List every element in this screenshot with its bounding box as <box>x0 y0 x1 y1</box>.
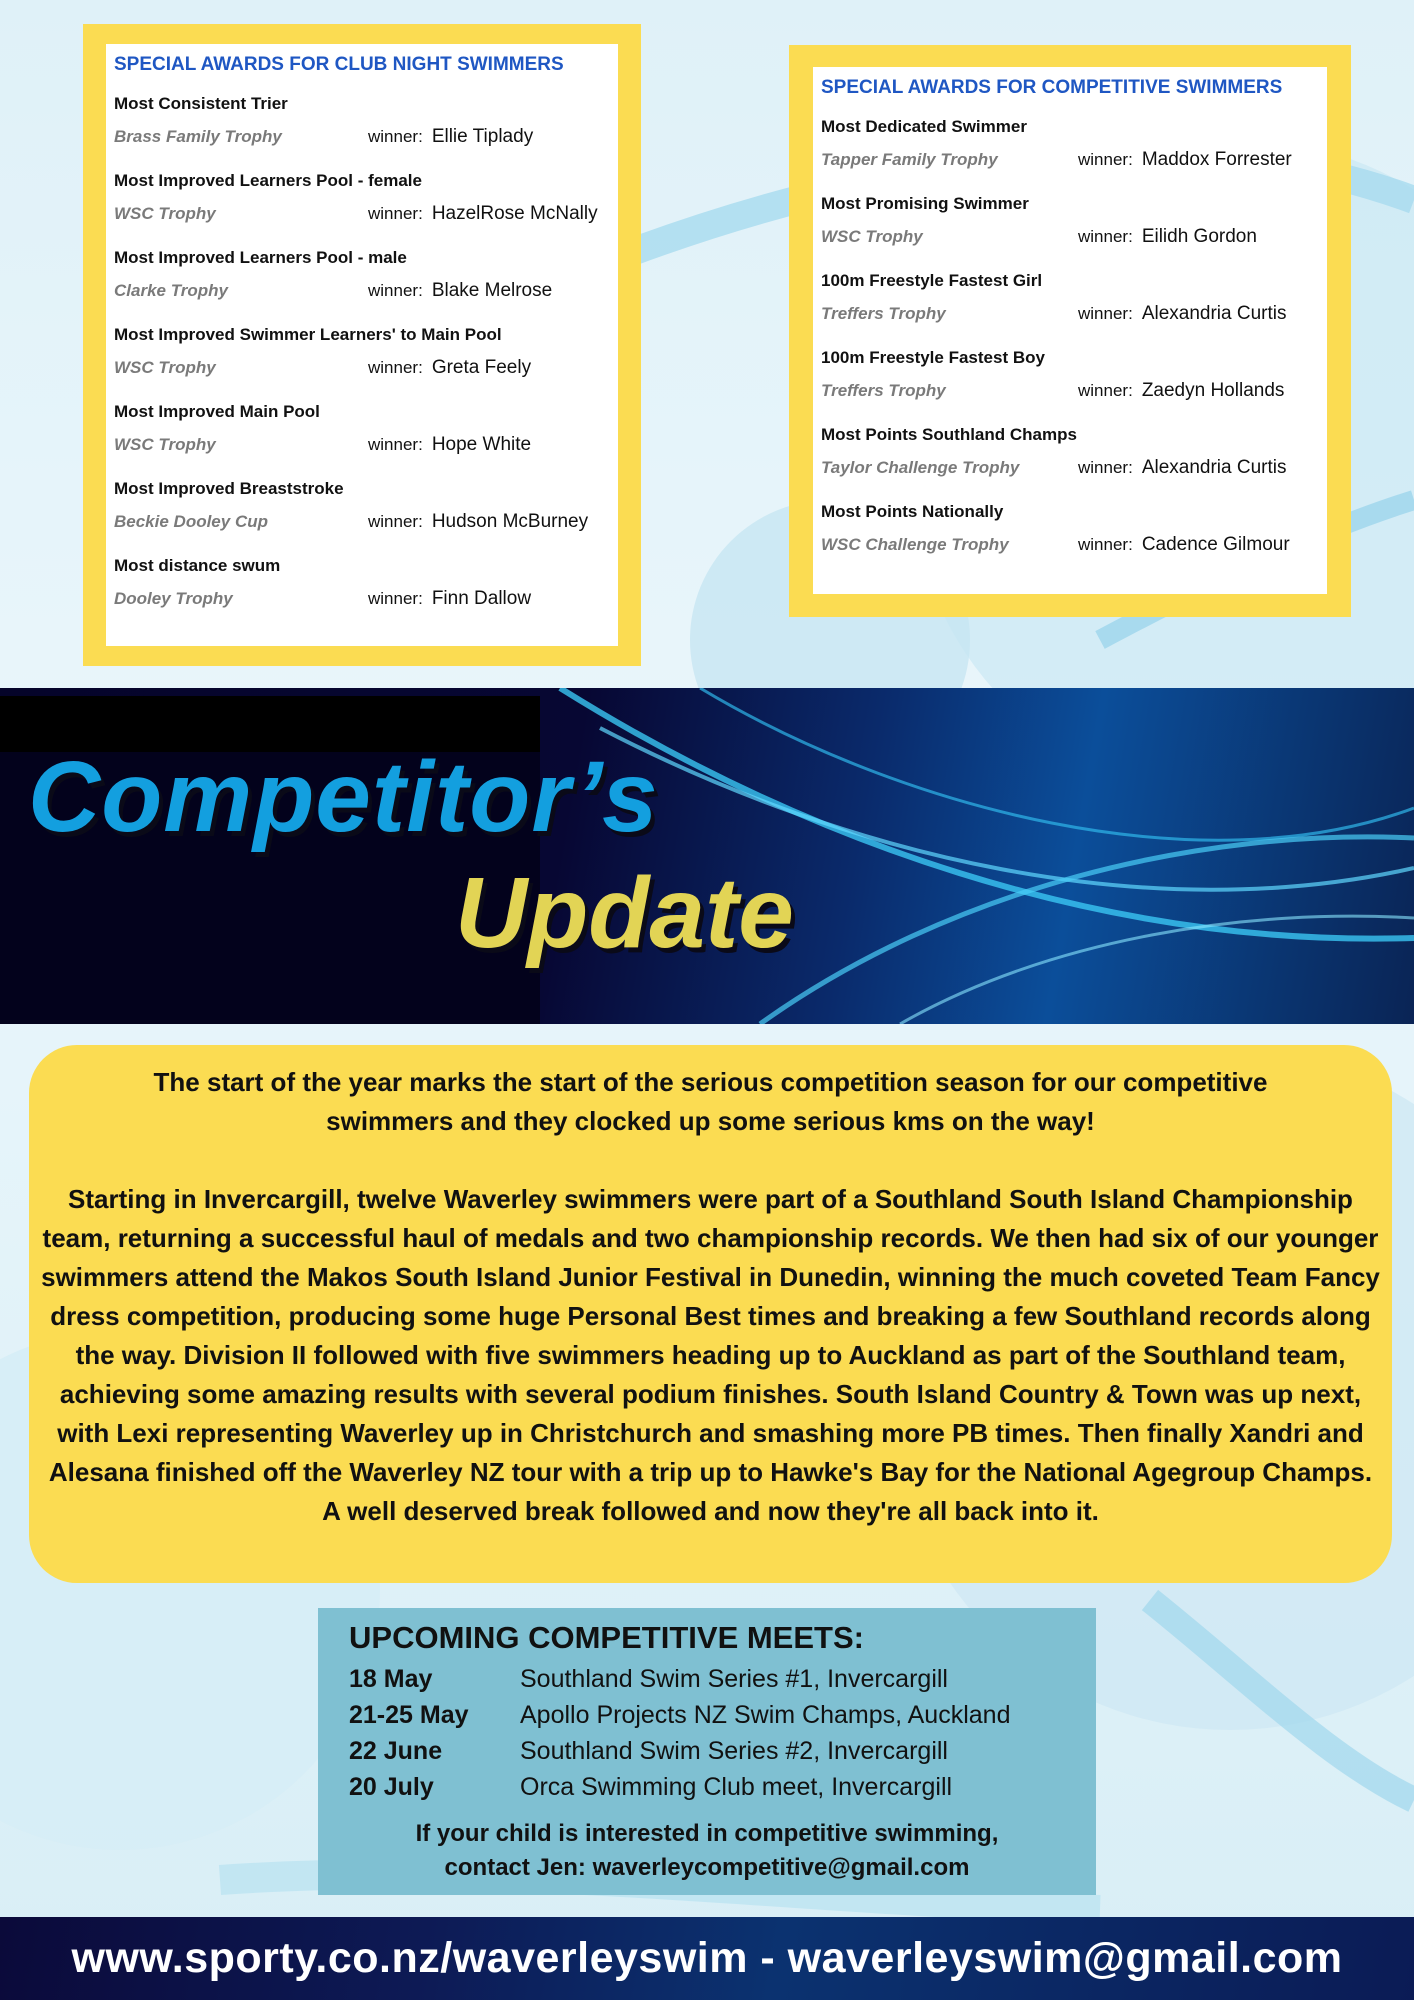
banner-title-line2: Update <box>455 857 794 969</box>
banner-wave-line <box>760 837 1414 1024</box>
meet-event: Orca Swimming Club meet, Invercargill <box>520 1772 953 1801</box>
meet-date: 18 May <box>349 1664 433 1693</box>
footer-contact-text: www.sporty.co.nz/waverleyswim - waverleyswim@gmail.com <box>71 1934 1343 1982</box>
award-detail-row <box>114 511 618 533</box>
award-winner-label: winner: <box>368 204 423 223</box>
award-winner-name: Finn Dallow <box>431 588 532 609</box>
award-winner-name: Hope White <box>431 434 532 455</box>
award-trophy-name: Tapper Family Trophy <box>821 150 998 169</box>
club-night-awards-card <box>83 24 641 666</box>
club-night-awards-list <box>114 94 618 610</box>
competitive-awards-list <box>821 117 1327 556</box>
award-winner-label: winner: <box>368 589 423 608</box>
award-winner-name: Maddox Forrester <box>1141 149 1292 170</box>
meet-date: 22 June <box>349 1736 443 1765</box>
award-detail-row <box>821 149 1327 171</box>
meet-row <box>349 1697 1096 1733</box>
banner-title-line1: Competitor’s <box>28 741 659 853</box>
award-title: Most Promising Swimmer <box>821 194 1029 213</box>
award-title: 100m Freestyle Fastest Boy <box>821 348 1045 367</box>
competitive-awards-card <box>789 45 1351 617</box>
award-title: Most Points Nationally <box>821 502 1004 521</box>
award-title: Most Improved Learners Pool - female <box>114 171 422 190</box>
footer-contact-bar <box>0 1917 1414 2000</box>
award-winner-name: Alexandria Curtis <box>1141 457 1287 478</box>
award-detail-row <box>821 226 1327 248</box>
award-detail-row <box>114 588 618 610</box>
award-winner-name: Zaedyn Hollands <box>1141 380 1285 401</box>
competitive-award-item <box>821 348 1327 402</box>
award-detail-row <box>821 380 1327 402</box>
story-paragraph-gap <box>39 1141 1382 1180</box>
story-body-paragraph: Starting in Invercargill, twelve Waverley swimmers were part of a Southland South Island Championship team, returning a successful haul of medals and two championship records. We then had six of our younger swimmers attend the Makos South Island Junior Festival in Dunedin, winning the much coveted Team Fancy dress competition, producing some huge Personal Best times and breaking a few Southland records along the way. Division II followed with five swimmers heading up to Auckland as part of the Southland team, achieving some amazing results with several podium finishes. South Island Country & Town was up next, with Lexi representing Waverley up in Christchurch and smashing more PB times. Then finally Xandri and Alesana finished off the Waverley NZ tour with a trip up to Hawke's Bay for the National Agegroup Champs. A well deserved break followed and now they're all back into it. <box>41 1184 1380 1526</box>
award-winner-label: winner: <box>368 127 423 146</box>
meet-row <box>349 1661 1096 1697</box>
award-trophy-name: Taylor Challenge Trophy <box>821 458 1020 477</box>
award-detail-row <box>114 126 618 148</box>
meet-event: Southland Swim Series #2, Invercargill <box>520 1736 948 1765</box>
club-night-awards-panel <box>106 44 618 646</box>
award-winner-name: Eilidh Gordon <box>1141 226 1257 247</box>
award-trophy-name: Clarke Trophy <box>114 281 229 300</box>
competitive-award-item <box>821 425 1327 479</box>
competitive-awards-heading: SPECIAL AWARDS FOR COMPETITIVE SWIMMERS <box>821 77 1283 98</box>
award-trophy-name: WSC Trophy <box>821 227 923 246</box>
club-night-award-item <box>114 325 618 379</box>
contact-note-line1: If your child is interested in competitive swimming, <box>415 1820 999 1847</box>
award-winner-name: Alexandria Curtis <box>1141 303 1287 324</box>
award-detail-row <box>821 457 1327 479</box>
award-trophy-name: WSC Challenge Trophy <box>821 535 1009 554</box>
club-night-award-item <box>114 171 618 225</box>
award-title: Most Improved Breaststroke <box>114 479 344 498</box>
competitive-contact-note <box>318 1817 1096 1885</box>
upcoming-meets-panel <box>318 1608 1096 1895</box>
award-title: Most Improved Swimmer Learners' to Main Pool <box>114 325 502 344</box>
award-title: Most Dedicated Swimmer <box>821 117 1027 136</box>
award-title: 100m Freestyle Fastest Girl <box>821 271 1043 290</box>
award-trophy-name: Brass Family Trophy <box>114 127 282 146</box>
award-detail-row <box>821 534 1327 556</box>
award-winner-label: winner: <box>368 435 423 454</box>
award-detail-row <box>114 203 618 225</box>
club-night-award-item <box>114 402 618 456</box>
award-title: Most Consistent Trier <box>114 94 288 113</box>
meet-date: 21-25 May <box>349 1700 469 1729</box>
award-detail-row <box>114 280 618 302</box>
award-winner-name: Greta Feely <box>431 357 532 378</box>
award-winner-name: HazelRose McNally <box>431 203 598 224</box>
award-title: Most distance swum <box>114 556 281 575</box>
banner-wave-line <box>900 916 1414 1024</box>
award-trophy-name: Treffers Trophy <box>821 381 946 400</box>
upcoming-meets-heading: UPCOMING COMPETITIVE MEETS: <box>349 1620 864 1655</box>
award-winner-name: Cadence Gilmour <box>1141 534 1290 555</box>
award-winner-label: winner: <box>1078 304 1133 323</box>
competitive-award-item <box>821 194 1327 248</box>
competitive-award-item <box>821 271 1327 325</box>
award-title: Most Improved Learners Pool - male <box>114 248 407 267</box>
season-story-panel <box>29 1045 1392 1583</box>
award-title: Most Points Southland Champs <box>821 425 1077 444</box>
contact-note-line2: contact Jen: waverleycompetitive@gmail.com <box>444 1854 970 1881</box>
competitive-award-item <box>821 117 1327 171</box>
meet-event: Southland Swim Series #1, Invercargill <box>520 1664 948 1693</box>
award-winner-label: winner: <box>368 281 423 300</box>
award-winner-name: Hudson McBurney <box>431 511 589 532</box>
meet-row <box>349 1733 1096 1769</box>
meet-event: Apollo Projects NZ Swim Champs, Auckland <box>520 1700 1011 1729</box>
award-winner-label: winner: <box>1078 535 1133 554</box>
competitive-award-item <box>821 502 1327 556</box>
competitive-awards-panel <box>813 67 1327 594</box>
award-winner-label: winner: <box>1078 227 1133 246</box>
club-night-award-item <box>114 94 618 148</box>
award-title: Most Improved Main Pool <box>114 402 320 421</box>
award-winner-label: winner: <box>368 512 423 531</box>
award-winner-label: winner: <box>1078 458 1133 477</box>
meet-row <box>349 1769 1096 1805</box>
award-detail-row <box>114 434 618 456</box>
club-night-award-item <box>114 248 618 302</box>
award-winner-label: winner: <box>1078 150 1133 169</box>
competitors-update-banner <box>0 688 1414 1024</box>
club-night-award-item <box>114 556 618 610</box>
award-trophy-name: WSC Trophy <box>114 204 216 223</box>
award-trophy-name: Treffers Trophy <box>821 304 946 323</box>
award-winner-label: winner: <box>368 358 423 377</box>
award-trophy-name: WSC Trophy <box>114 358 216 377</box>
meet-date: 20 July <box>349 1772 434 1801</box>
award-detail-row <box>821 303 1327 325</box>
upcoming-meets-list <box>349 1661 1096 1805</box>
award-trophy-name: Beckie Dooley Cup <box>114 512 268 531</box>
award-winner-label: winner: <box>1078 381 1133 400</box>
award-detail-row <box>114 357 618 379</box>
award-winner-name: Blake Melrose <box>431 280 553 301</box>
story-intro-paragraph: The start of the year marks the start of the serious competition season for our competitive swimmers and they clocked up some serious kms on the way! <box>153 1067 1268 1136</box>
award-winner-name: Ellie Tiplady <box>431 126 534 147</box>
club-night-award-item <box>114 479 618 533</box>
award-trophy-name: Dooley Trophy <box>114 589 233 608</box>
award-trophy-name: WSC Trophy <box>114 435 216 454</box>
club-night-awards-heading: SPECIAL AWARDS FOR CLUB NIGHT SWIMMERS <box>114 54 564 75</box>
